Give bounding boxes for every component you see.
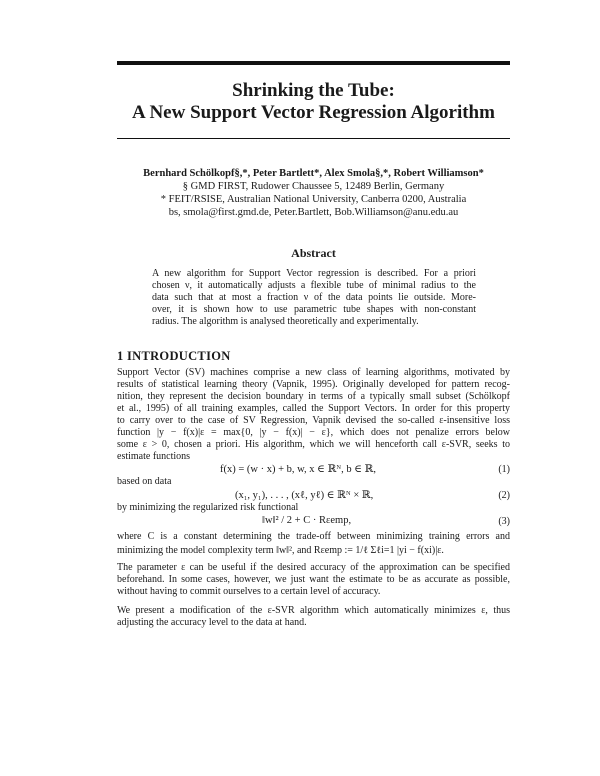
body-line: results of statistical learning theory (Vapnik, 1995). Originally developed for pattern recog- — [117, 379, 510, 390]
affiliation-gmd: § GMD FIRST, Rudower Chaussee 5, 12489 Berlin, Germany — [182, 181, 445, 192]
body-line: beforehand. In some cases, however, we just want the estimate to be as accurate as possible, — [117, 574, 510, 585]
paper-title-line2: A New Support Vector Regression Algorithm — [132, 102, 495, 123]
equation-1: f(x) = (w · x) + b, w, x ∈ ℝᴺ, b ∈ ℝ, — [220, 464, 377, 475]
body-line: based on data — [117, 476, 172, 487]
abstract-line: radius. The algorithm is analysed theoretically and experimentally. — [152, 316, 419, 327]
body-line: nition, they represent the decision boundary in terms of a typically small subset (Schölkopf — [117, 391, 510, 402]
body-line: function |y − f(x)|ε = max{0, |y − f(x)| − ε}, which does not penalize errors below — [117, 427, 510, 438]
equation-2: (x₁, y₁), . . . , (xℓ, yℓ) ∈ ℝᴺ × ℝ, — [235, 490, 374, 501]
paper-title-line1: Shrinking the Tube: — [232, 80, 395, 101]
author-emails: bs, smola@first.gmd.de, Peter.Bartlett, Bob.Williamson@anu.edu.au — [168, 207, 459, 218]
affiliation-anu: * FEIT/RSISE, Australian National University, Canberra 0200, Australia — [160, 194, 467, 205]
body-line: We present a modification of the ε-SVR algorithm which automatically minimizes ε, thus — [117, 605, 510, 616]
equation-3-number: (3) — [498, 516, 510, 527]
abstract-line: over, it is shown how to use parametric tube shapes with non-constant — [152, 304, 476, 315]
equation-2-number: (2) — [498, 490, 510, 501]
equation-3: ‖w‖² / 2 + C · Rεemp, — [262, 515, 352, 526]
body-line: The parameter ε can be useful if the desired accuracy of the approximation can be specified — [117, 562, 510, 573]
body-line: where C is a constant determining the trade-off between minimizing training errors and — [117, 531, 510, 542]
equation-1-number: (1) — [498, 464, 510, 475]
body-line: minimizing the model complexity term ‖w‖², and Rεemp := 1/ℓ Σℓi=1 |yi − f(xi)|ε. — [117, 545, 444, 556]
top-rule — [117, 61, 510, 65]
author-list: Bernhard Schölkopf§,*, Peter Bartlett*, Alex Smola§,*, Robert Williamson* — [143, 168, 484, 179]
body-line: to carry over to the case of SV Regression, Vapnik devised the so-called ε-insensitive loss — [117, 415, 510, 426]
body-line: by minimizing the regularized risk functional — [117, 502, 299, 513]
section-heading-introduction: 1 INTRODUCTION — [117, 349, 231, 363]
body-line: some ε > 0, chosen a priori. His algorithm, which we will henceforth call ε-SVR, seeks to — [117, 439, 510, 450]
abstract-heading: Abstract — [291, 246, 336, 260]
abstract-line: chosen ν, it automatically adjusts a flexible tube of minimal radius to the — [152, 280, 476, 291]
abstract-line: A new algorithm for Support Vector regression is described. For a priori — [152, 268, 476, 279]
abstract-line: data such that at most a fraction ν of the data points lie outside. More- — [152, 292, 476, 303]
body-line: estimate functions — [117, 451, 191, 462]
body-line: et al., 1995) of all training examples, called the Support Vectors. In order for this property — [117, 403, 510, 414]
body-line: without having to commit ourselves to a certain level of accuracy. — [117, 586, 381, 597]
bottom-rule — [117, 138, 510, 139]
body-line: Support Vector (SV) machines comprise a new class of learning algorithms, motivated by — [117, 367, 510, 378]
body-line: adjusting the accuracy level to the data at hand. — [117, 617, 307, 628]
